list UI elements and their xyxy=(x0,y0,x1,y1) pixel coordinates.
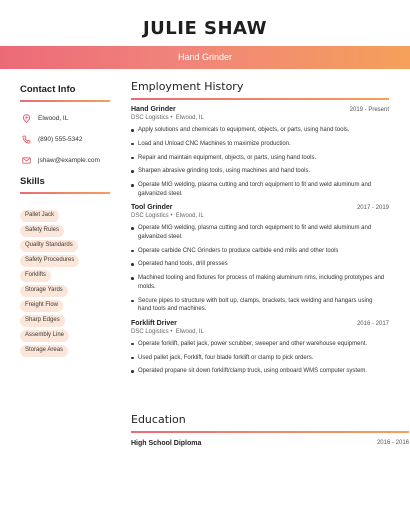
skills-section xyxy=(20,176,110,353)
job-dates: 2019 - Present xyxy=(349,107,389,113)
job-bullet: Operate forklift, pallet jack, power scrubber, sweeper and other warehouse equipment. xyxy=(131,340,389,349)
job-bullet-list xyxy=(131,224,389,314)
contact-location-text: Elwood, IL xyxy=(38,115,69,122)
location-pin-icon xyxy=(22,114,31,123)
job-entry xyxy=(131,106,389,198)
skill-chip: Sharp Edges xyxy=(20,315,65,327)
job-bullet: Apply solutions and chemicals to equipment, objects, or parts, using hand tools. xyxy=(131,126,389,135)
job-entry xyxy=(131,204,389,314)
job-entry xyxy=(131,320,389,376)
job-dates: 2017 - 2019 xyxy=(356,205,389,212)
job-location: Elwood, IL xyxy=(175,328,204,335)
job-bullet: Operate MIG welding, plasma cutting and torch equipment to fit and weld aluminum and galvanized steel. xyxy=(131,224,389,241)
job-dates: 2016 - 2017 xyxy=(356,320,389,327)
job-bullet: Load and Unload CNC Machines to maximize production. xyxy=(131,140,389,149)
education-degree: High School Diploma xyxy=(131,440,202,447)
section-divider xyxy=(131,98,389,100)
employment-section-title: Employment History xyxy=(131,80,244,93)
candidate-name: JULIE SHAW xyxy=(142,18,268,39)
job-bullet-list xyxy=(131,340,389,376)
job-company: DSC Logistics xyxy=(131,115,169,121)
skill-chip: Assembly Line xyxy=(20,330,69,342)
skill-chip: Safety Rules xyxy=(20,225,64,237)
skill-chip: Quality Standards xyxy=(20,240,78,252)
job-company-location: DSC Logistics • Elwood, IL xyxy=(131,328,204,335)
job-location: Elwood, IL xyxy=(175,115,204,121)
skills-list xyxy=(20,203,110,353)
envelope-icon xyxy=(22,156,31,165)
job-company-location: DSC Logistics • Elwood, IL xyxy=(131,213,204,220)
section-divider xyxy=(131,431,409,433)
job-location: Elwood, IL xyxy=(175,213,204,220)
job-title: Tool Grinder xyxy=(131,204,173,212)
skill-chip: Forklifts xyxy=(20,270,51,282)
skill-chip: Storage Yards xyxy=(20,285,68,297)
job-bullet: Repair and maintain equipment, objects, or parts, using hand tools. xyxy=(131,154,389,163)
employment-section xyxy=(131,80,389,381)
job-bullet: Operated propane sit down forklift/clamp truck, using onboard WMS computer system. xyxy=(131,367,389,376)
contact-section xyxy=(20,84,110,171)
skills-section-title: Skills xyxy=(20,176,45,187)
skill-chip: Pallet Jack xyxy=(20,210,59,222)
job-company: DSC Logistics xyxy=(131,328,169,335)
job-bullet: Machined tooling and fixtures for process of making aluminum rims, including prototypes and molds. xyxy=(131,274,389,291)
section-divider xyxy=(20,192,110,194)
education-dates: 2016 - 2016 xyxy=(376,440,409,446)
job-bullet: Used pallet jack, Forklift, four blade forklift or clamp to pick orders. xyxy=(131,354,389,363)
contact-list xyxy=(20,108,110,171)
education-section-title: Education xyxy=(131,413,186,426)
contact-email-text: jshaw@example.com xyxy=(38,157,100,164)
contact-item-location xyxy=(20,108,110,129)
contact-section-title: Contact Info xyxy=(20,84,76,95)
job-bullet: Operate carbide CNC Grinders to produce carbide end mills and other tools xyxy=(131,247,389,256)
contact-item-phone xyxy=(20,129,110,150)
job-bullet: Secure pipes to structure with bolt up, clamps, brackets, tack welding and hangars using hand tools and machines. xyxy=(131,297,389,314)
job-company: DSC Logistics xyxy=(131,213,169,220)
job-title: Forklift Driver xyxy=(131,319,177,327)
skill-chip: Storage Areas xyxy=(20,345,68,357)
phone-icon xyxy=(22,135,31,144)
education-entry xyxy=(131,440,409,447)
contact-phone-text: (890) 555-5342 xyxy=(38,136,83,143)
job-bullet: Sharpen abrasive grinding tools, using machines and hand tools. xyxy=(131,167,389,176)
section-divider xyxy=(20,100,110,102)
job-title-banner: Hand Grinder xyxy=(0,46,410,69)
job-bullet: Operated hand tools, drill presses xyxy=(131,260,389,269)
skill-chip: Freight Flow xyxy=(20,300,63,312)
job-bullet-list xyxy=(131,126,389,198)
job-bullet: Operate MIG welding, plasma cutting and torch equipment to fit and weld aluminum and galvanized steel. xyxy=(131,181,389,198)
education-section xyxy=(131,413,409,447)
job-company-location: DSC Logistics • Elwood, IL xyxy=(131,115,204,121)
contact-item-email xyxy=(20,150,110,171)
job-title: Hand Grinder xyxy=(131,106,176,113)
skill-chip: Safety Procedures xyxy=(20,255,79,267)
